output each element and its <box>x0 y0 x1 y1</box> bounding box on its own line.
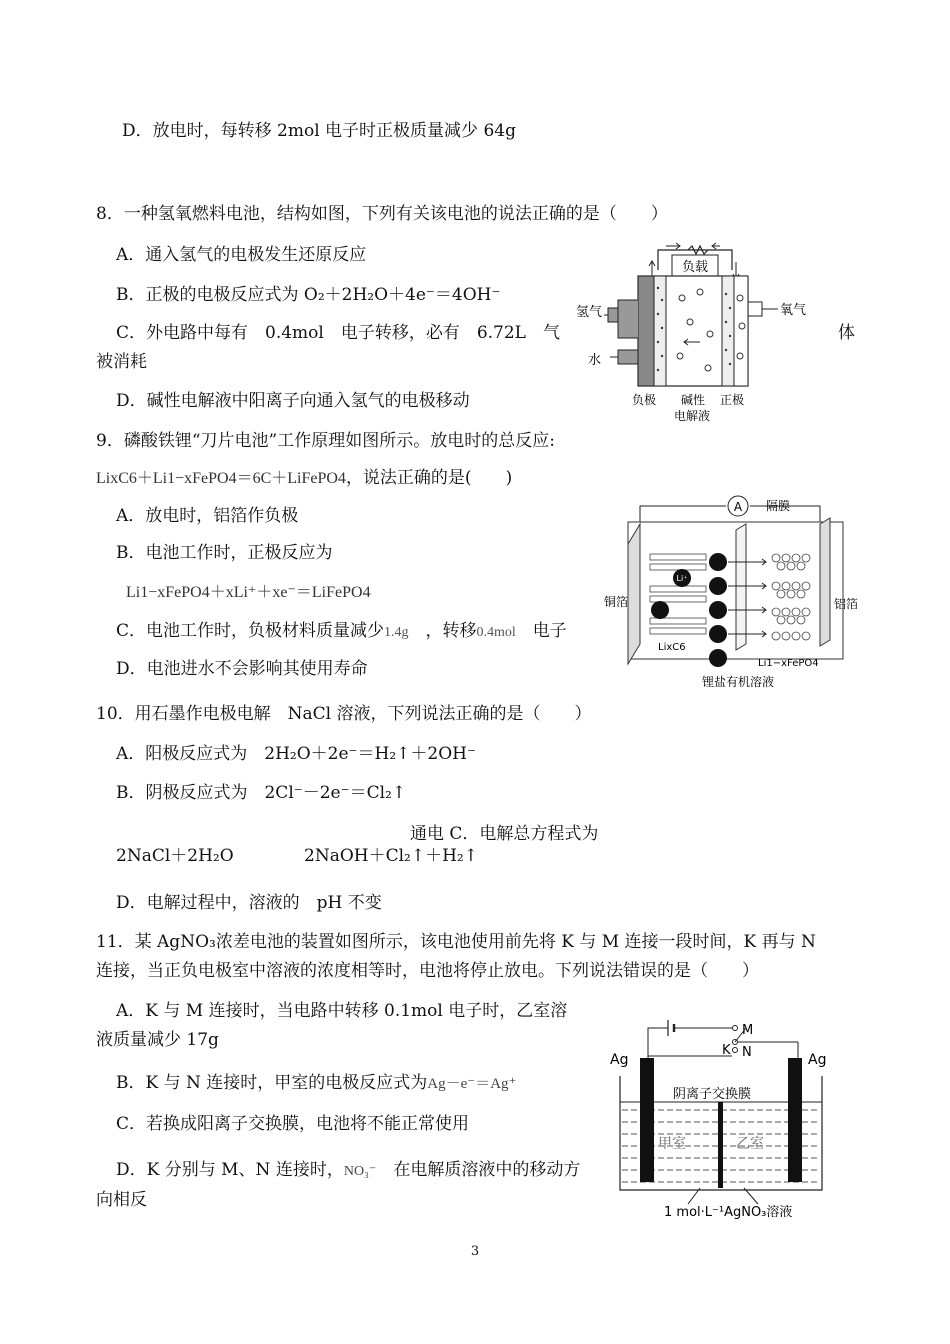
load-label: 负载 <box>681 260 709 275</box>
li-ion-label: Li⁺ <box>676 574 688 583</box>
q9-option-c-mass: 1.4g <box>384 625 409 640</box>
q10-option-c-label: 通电 C．电解总方程式为 <box>410 824 599 844</box>
q9-option-c-text3: 电子 <box>532 621 567 641</box>
anion-exchange-membrane-label: 阴离子交换膜 <box>673 1087 752 1102</box>
q11-option-d-ion: NO₃⁻ <box>343 1164 377 1179</box>
aluminum-foil-label: 铝箔 <box>834 597 859 611</box>
q8-option-a: A．通入氢气的电极发生还原反应 <box>116 245 367 265</box>
q9-stem: 9．磷酸铁锂“刀片电池”工作原理如图所示。放电时的总反应: <box>96 431 555 451</box>
terminal-m-label: M <box>742 1023 754 1038</box>
electrolyte-solution-label: 锂盐有机溶液 <box>702 675 775 689</box>
q9-option-c-text1: C．电池工作时，负极材料质量减少 <box>116 621 385 641</box>
q9-total-reaction: LixC6＋Li1−xFePO4＝6C＋LiFePO4 <box>96 470 346 487</box>
chamber-yi-label: 乙室 <box>736 1136 764 1152</box>
q11-option-d-text1: D．K 分别与 M、N 连接时， <box>116 1160 344 1180</box>
q11-option-b-text: B．K 与 N 连接时，甲室的电极反应式为 <box>116 1073 428 1093</box>
negative-electrode-label: 负极 <box>632 393 657 407</box>
silver-nitrate-solution-label: 1 mol·L⁻¹AgNO₃溶液 <box>664 1205 793 1220</box>
q8-option-c: C．外电路中每有 0.4mol 电子转移，必有 6.72L 气 <box>116 323 560 343</box>
terminal-n-label: N <box>742 1045 752 1060</box>
concentration-cell-diagram <box>608 998 838 1220</box>
q9-option-c-moles: 0.4mol <box>476 625 516 640</box>
q9-option-c <box>116 620 567 644</box>
q11-option-d-line2: 向相反 <box>96 1190 147 1210</box>
q9-option-a: A．放电时，铝箔作负极 <box>116 506 299 526</box>
q9-option-c-text2: ，转移 <box>425 621 477 641</box>
q10-stem: 10．用石墨作电极电解 NaCl 溶液，下列说法正确的是（ ） <box>96 704 592 724</box>
q9-option-b-formula: Li1−xFePO4＋xLi⁺＋xe⁻＝LiFePO4 <box>126 584 371 601</box>
q11-option-b <box>116 1072 516 1095</box>
q9-formula-line <box>96 467 512 490</box>
separator-label: 隔膜 <box>766 499 791 513</box>
right-silver-electrode-label: Ag <box>808 1052 827 1068</box>
q8-option-c-tail: 体 <box>838 323 855 343</box>
q8-option-d: D．碱性电解液中阳离子向通入氢气的电极移动 <box>116 391 470 411</box>
q10-option-a: A．阳极反应式为 2H₂O＋2e⁻＝H₂↑＋2OH⁻ <box>116 744 476 764</box>
q8-option-b: B．正极的电极反应式为 O₂＋2H₂O＋4e⁻＝4OH⁻ <box>116 285 501 305</box>
q11-option-c: C．若换成阳离子交换膜，电池将不能正常使用 <box>116 1114 470 1134</box>
q11-option-a-line2: 液质量减少 17g <box>96 1030 219 1050</box>
cathode-material-label: Li1−xFePO4 <box>758 658 819 669</box>
q11-stem-line2: 连接，当正负电极室中溶液的浓度相等时，电池将停止放电。下列说法错误的是（ ） <box>96 961 759 981</box>
fuel-cell-diagram <box>570 238 810 428</box>
q9-option-d: D．电池进水不会影响其使用寿命 <box>116 659 368 679</box>
q7-option-d: D．放电时，每转移 2mol 电子时正极质量减少 64g <box>122 121 516 141</box>
q9-option-b: B．电池工作时，正极反应为 <box>116 543 333 563</box>
q10-option-d: D．电解过程中，溶液的 pH 不变 <box>116 893 382 913</box>
blade-battery-diagram <box>598 494 868 694</box>
q10-option-b: B．阴极反应式为 2Cl⁻－2e⁻＝Cl₂↑ <box>116 783 407 803</box>
q10-option-c-reactants: 2NaCl＋2H₂O <box>116 846 234 866</box>
q11-option-b-formula: Ag－e⁻＝Ag⁺ <box>427 1076 517 1092</box>
q11-option-d-text2: 在电解质溶液中的移动方 <box>393 1160 581 1180</box>
page-number: 3 <box>470 1244 480 1259</box>
oxygen-label: 氧气 <box>780 303 807 318</box>
anode-material-label: LixC6 <box>658 642 686 653</box>
positive-electrode-label: 正极 <box>720 393 745 407</box>
copper-foil-label: 铜箔 <box>604 595 629 609</box>
switch-k-label: K <box>722 1043 731 1058</box>
hydrogen-label: 氢气 <box>576 305 603 320</box>
q10-option-c-products: 2NaOH＋Cl₂↑＋H₂↑ <box>304 846 478 866</box>
q8-stem: 8．一种氢氧燃料电池，结构如图，下列有关该电池的说法正确的是（ ） <box>96 204 668 224</box>
left-silver-electrode-label: Ag <box>610 1052 629 1068</box>
water-label: 水 <box>588 353 602 368</box>
electrolyte-label-2: 电解液 <box>674 409 711 423</box>
q11-option-d-line1 <box>116 1159 580 1183</box>
q11-stem-line1: 11．某 AgNO₃浓差电池的装置如图所示，该电池使用前先将 K 与 M 连接一段时间，K 再与 N <box>96 932 816 952</box>
q9-stem-end: ，说法正确的是( ) <box>345 468 513 488</box>
ammeter-label: A <box>733 500 743 514</box>
q11-option-a-line1: A．K 与 M 连接时，当电路中转移 0.1mol 电子时，乙室溶 <box>116 1001 568 1021</box>
chamber-jia-label: 甲室 <box>658 1136 686 1152</box>
electrolyte-label-1: 碱性 <box>681 393 706 407</box>
q8-option-c-cont: 被消耗 <box>96 352 147 372</box>
